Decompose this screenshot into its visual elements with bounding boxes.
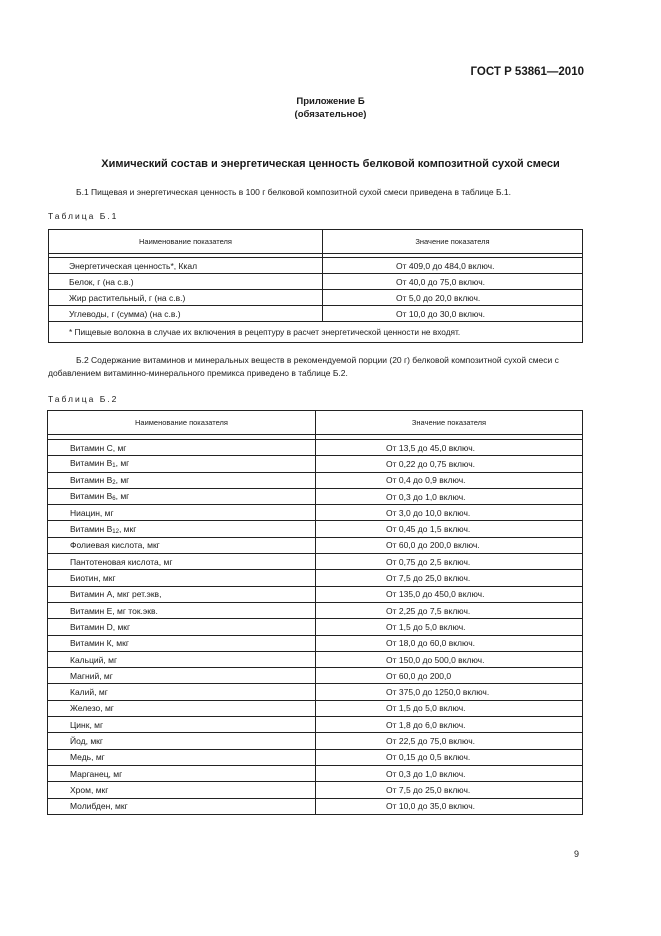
table2-cell-name-text: Железо, мг — [70, 703, 114, 714]
table-row — [48, 782, 583, 798]
table2-cell-unit: , мг — [115, 474, 130, 485]
table2-header-value: Значение показателя — [316, 411, 583, 435]
table1-cell-value: От 409,0 до 484,0 включ. — [323, 258, 583, 274]
appendix-title: Приложение Б — [296, 96, 365, 107]
table2-cell-name-text: Витамин D, мкг — [70, 621, 131, 632]
table2-cell-name — [48, 472, 316, 488]
table2-cell-name — [48, 749, 316, 765]
table2-cell-value: От 22,5 до 75,0 включ. — [316, 733, 583, 749]
table2-cell-name — [48, 668, 316, 684]
table2-cell-name — [48, 586, 316, 602]
document-code: ГОСТ Р 53861—2010 — [470, 66, 584, 78]
table2-cell-name — [48, 733, 316, 749]
table-row — [48, 456, 583, 472]
appendix-subtitle: (обязательное) — [294, 109, 367, 120]
table-row — [49, 290, 583, 306]
paragraph-b1 — [48, 186, 588, 199]
table2-cell-value: От 7,5 до 25,0 включ. — [316, 782, 583, 798]
table-row — [48, 619, 583, 635]
table2-cell-name — [48, 456, 316, 472]
table2-cell-unit: , мг — [115, 458, 130, 469]
paragraph-b2 — [48, 354, 588, 380]
table-row — [48, 651, 583, 667]
table1-footnote-row — [49, 322, 583, 343]
table2-label: Таблица Б.2 — [48, 394, 119, 404]
table2-cell-value: От 1,5 до 5,0 включ. — [316, 619, 583, 635]
paragraph-b2-text: Б.2 Содержание витаминов и минеральных веществ в рекомендуемой порции (20 г) белковой композитной сухой смеси с добавлением витаминно-минерального премикса приведено в таблице Б.2. — [48, 355, 559, 378]
table2-cell-name — [48, 765, 316, 781]
table2-cell-name-text: Медь, мг — [70, 752, 105, 763]
table2-cell-name-text: Хром, мкг — [70, 784, 109, 795]
table-row — [48, 602, 583, 618]
table-row — [48, 798, 583, 814]
table2-cell-name-text: Кальций, мг — [70, 654, 118, 665]
table2-cell-name-text: Витамин К, мкг — [70, 638, 129, 649]
vitamin-subscript: 2 — [112, 479, 116, 486]
table2-cell-value: От 18,0 до 60,0 включ. — [316, 635, 583, 651]
table-row — [48, 684, 583, 700]
table2-cell-name — [48, 521, 316, 537]
paragraph-b1-text: Б.1 Пищевая и энергетическая ценность в 100 г белковой композитной сухой смеси приведена в таблице Б.1. — [76, 187, 511, 197]
table2-cell-name — [48, 717, 316, 733]
table-row — [48, 505, 583, 521]
vitamin-subscript: 1 — [112, 463, 116, 470]
table2-cell-name-text: Витамин B — [70, 474, 113, 485]
table2-cell-name-text: Калий, мг — [70, 687, 108, 698]
table-row — [48, 488, 583, 504]
table2-cell-name-text: Марганец, мг — [70, 768, 123, 779]
table2-cell-value: От 7,5 до 25,0 включ. — [316, 570, 583, 586]
table2-cell-name — [48, 798, 316, 814]
table2-cell-name — [48, 505, 316, 521]
table2-cell-name-text: Витамин B — [70, 458, 113, 469]
table2-header-name: Наименование показателя — [48, 411, 316, 435]
table1-cell-value: От 40,0 до 75,0 включ. — [323, 274, 583, 290]
table2-cell-name — [48, 537, 316, 553]
table2-cell-name — [48, 440, 316, 456]
table2-cell-unit: , мг — [115, 491, 130, 502]
table-row — [48, 537, 583, 553]
table-row — [48, 749, 583, 765]
section-title: Химический состав и энергетическая ценность белковой композитной сухой смеси — [101, 158, 560, 170]
table2-cell-name — [48, 554, 316, 570]
table1-header-name: Наименование показателя — [49, 230, 323, 254]
table2-cell-name — [48, 635, 316, 651]
table-row — [48, 440, 583, 456]
table-row — [48, 733, 583, 749]
table2-cell-name — [48, 488, 316, 504]
table2-cell-value: От 0,15 до 0,5 включ. — [316, 749, 583, 765]
table2-cell-name-text: Ниацин, мг — [70, 507, 114, 518]
table1-label: Таблица Б.1 — [48, 211, 119, 221]
table2-cell-name-text: Молибден, мкг — [70, 801, 128, 812]
table1-cell-value: От 10,0 до 30,0 включ. — [323, 306, 583, 322]
table-row — [48, 472, 583, 488]
table-row — [48, 668, 583, 684]
table2-cell-value: От 0,22 до 0,75 включ. — [316, 456, 583, 472]
table2-cell-name — [48, 619, 316, 635]
table-row — [48, 700, 583, 716]
table2-cell-name-text: Витамин B — [70, 491, 113, 502]
table1-cell-value: От 5,0 до 20,0 включ. — [323, 290, 583, 306]
table2-cell-value: От 13,5 до 45,0 включ. — [316, 440, 583, 456]
table-row — [48, 635, 583, 651]
table-row — [48, 521, 583, 537]
vitamin-subscript: 6 — [112, 496, 116, 503]
table-row — [48, 717, 583, 733]
table2-cell-name — [48, 602, 316, 618]
table-row — [48, 586, 583, 602]
table-row — [49, 306, 583, 322]
table-row — [49, 258, 583, 274]
table2-cell-name-text: Витамин С, мг — [70, 442, 127, 453]
table2-cell-name-text: Витамин А, мкг рет.экв, — [70, 589, 162, 600]
table-b1 — [48, 229, 583, 343]
table2-cell-name-text: Биотин, мкг — [70, 573, 116, 584]
page-number: 9 — [574, 849, 580, 859]
table2-cell-unit: , мкг — [118, 523, 137, 534]
table2-cell-name — [48, 782, 316, 798]
table2-cell-value: От 2,25 до 7,5 включ. — [316, 602, 583, 618]
table2-cell-value: От 60,0 до 200,0 — [316, 668, 583, 684]
table-row — [48, 765, 583, 781]
table2-cell-name — [48, 570, 316, 586]
table-row — [49, 274, 583, 290]
table2-cell-value: От 0,45 до 1,5 включ. — [316, 521, 583, 537]
table2-cell-name-text: Цинк, мг — [70, 719, 104, 730]
table2-cell-value: От 0,3 до 1,0 включ. — [316, 765, 583, 781]
table2-cell-value: От 60,0 до 200,0 включ. — [316, 537, 583, 553]
table2-cell-value: От 10,0 до 35,0 включ. — [316, 798, 583, 814]
table2-cell-value: От 1,5 до 5,0 включ. — [316, 700, 583, 716]
table-row — [48, 570, 583, 586]
table1-cell-name: Углеводы, г (сумма) (на с.в.) — [49, 306, 323, 322]
vitamin-subscript: 12 — [112, 528, 119, 535]
table2-cell-name-text: Фолиевая кислота, мкг — [70, 540, 160, 551]
table2-cell-value: От 0,75 до 2,5 включ. — [316, 554, 583, 570]
table1-cell-name: Энергетическая ценность*, Ккал — [49, 258, 323, 274]
table2-cell-name-text: Витамин B — [70, 523, 113, 534]
table2-cell-value: От 3,0 до 10,0 включ. — [316, 505, 583, 521]
table2-cell-name-text: Магний, мг — [70, 670, 113, 681]
table2-cell-name — [48, 684, 316, 700]
table2-cell-value: От 150,0 до 500,0 включ. — [316, 651, 583, 667]
table2-cell-value: От 375,0 до 1250,0 включ. — [316, 684, 583, 700]
table2-cell-name — [48, 700, 316, 716]
appendix-heading — [0, 95, 661, 121]
table2-cell-name-text: Пантотеновая кислота, мг — [70, 556, 173, 567]
table1-header-value: Значение показателя — [323, 230, 583, 254]
table2-cell-name-text: Йод, мкг — [70, 735, 103, 746]
table1-footnote: * Пищевые волокна в случае их включения в рецептуру в расчет энергетической ценности не входят. — [49, 322, 583, 343]
table2-cell-value: От 135,0 до 450,0 включ. — [316, 586, 583, 602]
table2-cell-value: От 1,8 до 6,0 включ. — [316, 717, 583, 733]
table2-cell-name — [48, 651, 316, 667]
table2-cell-name-text: Витамин Е, мг ток.экв. — [70, 605, 158, 616]
table-b2 — [47, 410, 583, 815]
table1-cell-name: Белок, г (на с.в.) — [49, 274, 323, 290]
table1-cell-name: Жир растительный, г (на с.в.) — [49, 290, 323, 306]
table-row — [48, 554, 583, 570]
table2-cell-value: От 0,4 до 0,9 включ. — [316, 472, 583, 488]
table2-cell-value: От 0,3 до 1,0 включ. — [316, 488, 583, 504]
